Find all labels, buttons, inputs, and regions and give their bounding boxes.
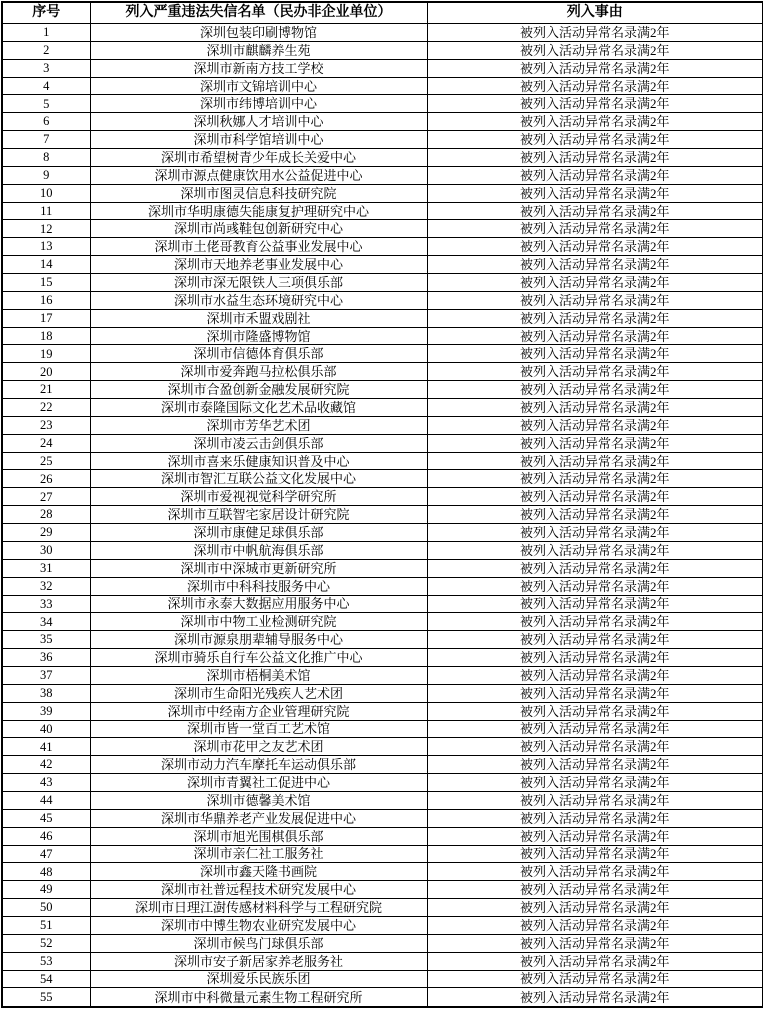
row-index-cell: 49 [2,881,90,899]
row-index-cell: 42 [2,756,90,774]
row-index-cell: 29 [2,524,90,542]
org-name-cell: 深圳市凌云击剑俱乐部 [90,434,427,452]
reason-cell: 被列入活动异常名录满2年 [427,720,763,738]
table-row [2,863,763,881]
table-row [2,666,763,684]
reason-cell: 被列入活动异常名录满2年 [427,827,763,845]
row-index-cell: 11 [2,202,90,220]
row-index-cell: 17 [2,309,90,327]
org-name-cell: 深圳市互联智宅家居设计研究院 [90,506,427,524]
reason-cell: 被列入活动异常名录满2年 [427,559,763,577]
reason-cell: 被列入活动异常名录满2年 [427,988,763,1007]
org-name-cell: 深圳爱乐民族乐团 [90,970,427,988]
reason-cell: 被列入活动异常名录满2年 [427,952,763,970]
table-row [2,399,763,417]
row-index-cell: 55 [2,988,90,1007]
reason-cell: 被列入活动异常名录满2年 [427,327,763,345]
row-index-cell: 44 [2,791,90,809]
reason-cell: 被列入活动异常名录满2年 [427,220,763,238]
org-name-cell: 深圳市中科微量元素生物工程研究所 [90,988,427,1007]
row-index-cell: 38 [2,684,90,702]
org-name-cell: 深圳市中物工业检测研究院 [90,613,427,631]
table-row [2,113,763,131]
org-name-cell: 深圳市爱奔跑马拉松俱乐部 [90,363,427,381]
table-row [2,845,763,863]
reason-cell: 被列入活动异常名录满2年 [427,274,763,292]
row-index-cell: 21 [2,381,90,399]
table-row [2,702,763,720]
org-name-cell: 深圳市中经南方企业管理研究院 [90,702,427,720]
table-row [2,791,763,809]
row-index-cell: 37 [2,666,90,684]
row-index-cell: 27 [2,488,90,506]
blacklist-table [1,1,763,1008]
reason-cell: 被列入活动异常名录满2年 [427,595,763,613]
table-row [2,416,763,434]
row-index-cell: 24 [2,434,90,452]
org-name-cell: 深圳市纬博培训中心 [90,95,427,113]
org-name-cell: 深圳市麒麟养生苑 [90,41,427,59]
reason-cell: 被列入活动异常名录满2年 [427,113,763,131]
org-name-cell: 深圳市尚彧鞋包创新研究中心 [90,220,427,238]
reason-cell: 被列入活动异常名录满2年 [427,363,763,381]
reason-cell: 被列入活动异常名录满2年 [427,291,763,309]
reason-cell: 被列入活动异常名录满2年 [427,452,763,470]
row-index-cell: 45 [2,809,90,827]
row-index-cell: 48 [2,863,90,881]
org-name-cell: 深圳市梧桐美术馆 [90,666,427,684]
row-index-cell: 18 [2,327,90,345]
table-row [2,738,763,756]
table-row [2,916,763,934]
table-row [2,506,763,524]
column-header-index: 序号 [2,2,90,24]
table-row [2,184,763,202]
org-name-cell: 深圳市骑乐自行车公益文化推广中心 [90,649,427,667]
column-header-name: 列入严重违法失信名单（民办非企业单位） [90,2,427,24]
table-row [2,631,763,649]
table-row [2,202,763,220]
org-name-cell: 深圳市亲仁社工服务社 [90,845,427,863]
table-row [2,595,763,613]
row-index-cell: 52 [2,934,90,952]
reason-cell: 被列入活动异常名录满2年 [427,524,763,542]
org-name-cell: 深圳市隆盛博物馆 [90,327,427,345]
reason-cell: 被列入活动异常名录满2年 [427,399,763,417]
table-row [2,77,763,95]
table-row [2,434,763,452]
reason-cell: 被列入活动异常名录满2年 [427,77,763,95]
row-index-cell: 10 [2,184,90,202]
reason-cell: 被列入活动异常名录满2年 [427,738,763,756]
table-row [2,238,763,256]
org-name-cell: 深圳市日理江澍传感材料科学与工程研究院 [90,899,427,917]
org-name-cell: 深圳市合盈创新金融发展研究院 [90,381,427,399]
row-index-cell: 30 [2,541,90,559]
reason-cell: 被列入活动异常名录满2年 [427,809,763,827]
reason-cell: 被列入活动异常名录满2年 [427,791,763,809]
org-name-cell: 深圳市文锦培训中心 [90,77,427,95]
reason-cell: 被列入活动异常名录满2年 [427,756,763,774]
row-index-cell: 28 [2,506,90,524]
table-row [2,327,763,345]
table-row [2,899,763,917]
row-index-cell: 23 [2,416,90,434]
reason-cell: 被列入活动异常名录满2年 [427,631,763,649]
org-name-cell: 深圳市生命阳光残疾人艺术团 [90,684,427,702]
row-index-cell: 19 [2,345,90,363]
table-row [2,649,763,667]
reason-cell: 被列入活动异常名录满2年 [427,845,763,863]
org-name-cell: 深圳市新南方技工学校 [90,59,427,77]
org-name-cell: 深圳市源点健康饮用水公益促进中心 [90,166,427,184]
org-name-cell: 深圳市中深城市更新研究所 [90,559,427,577]
reason-cell: 被列入活动异常名录满2年 [427,613,763,631]
row-index-cell: 36 [2,649,90,667]
table-row [2,720,763,738]
table-body [2,24,763,1008]
org-name-cell: 深圳市鑫天隆书画院 [90,863,427,881]
table-row [2,524,763,542]
reason-cell: 被列入活动异常名录满2年 [427,95,763,113]
table-row [2,381,763,399]
org-name-cell: 深圳市源泉朋辈辅导服务中心 [90,631,427,649]
table-row [2,470,763,488]
reason-cell: 被列入活动异常名录满2年 [427,345,763,363]
org-name-cell: 深圳市深无限铁人三项俱乐部 [90,274,427,292]
row-index-cell: 33 [2,595,90,613]
org-name-cell: 深圳市智汇互联公益文化发展中心 [90,470,427,488]
row-index-cell: 41 [2,738,90,756]
org-name-cell: 深圳市永泰大数据应用服务中心 [90,595,427,613]
org-name-cell: 深圳市候鸟门球俱乐部 [90,934,427,952]
reason-cell: 被列入活动异常名录满2年 [427,899,763,917]
reason-cell: 被列入活动异常名录满2年 [427,149,763,167]
table-row [2,309,763,327]
reason-cell: 被列入活动异常名录满2年 [427,506,763,524]
org-name-cell: 深圳秋娜人才培训中心 [90,113,427,131]
row-index-cell: 22 [2,399,90,417]
org-name-cell: 深圳市中帆航海俱乐部 [90,541,427,559]
table-row [2,274,763,292]
table-row [2,827,763,845]
reason-cell: 被列入活动异常名录满2年 [427,774,763,792]
row-index-cell: 7 [2,131,90,149]
org-name-cell: 深圳市泰隆国际文化艺术品收藏馆 [90,399,427,417]
reason-cell: 被列入活动异常名录满2年 [427,863,763,881]
reason-cell: 被列入活动异常名录满2年 [427,577,763,595]
org-name-cell: 深圳市皆一堂百工艺术馆 [90,720,427,738]
org-name-cell: 深圳市科学馆培训中心 [90,131,427,149]
row-index-cell: 51 [2,916,90,934]
reason-cell: 被列入活动异常名录满2年 [427,649,763,667]
org-name-cell: 深圳市花甲之友艺术团 [90,738,427,756]
table-row [2,970,763,988]
row-index-cell: 1 [2,24,90,42]
row-index-cell: 35 [2,631,90,649]
reason-cell: 被列入活动异常名录满2年 [427,256,763,274]
org-name-cell: 深圳市华鼎养老产业发展促进中心 [90,809,427,827]
row-index-cell: 3 [2,59,90,77]
reason-cell: 被列入活动异常名录满2年 [427,166,763,184]
org-name-cell: 深圳市康健足球俱乐部 [90,524,427,542]
table-row [2,934,763,952]
row-index-cell: 39 [2,702,90,720]
row-index-cell: 13 [2,238,90,256]
row-index-cell: 12 [2,220,90,238]
table-row [2,220,763,238]
row-index-cell: 46 [2,827,90,845]
row-index-cell: 53 [2,952,90,970]
table-row [2,131,763,149]
row-index-cell: 43 [2,774,90,792]
row-index-cell: 5 [2,95,90,113]
row-index-cell: 26 [2,470,90,488]
org-name-cell: 深圳市青翼社工促进中心 [90,774,427,792]
org-name-cell: 深圳市信德体育俱乐部 [90,345,427,363]
table-row [2,952,763,970]
table-row [2,809,763,827]
table-row [2,256,763,274]
org-name-cell: 深圳市希望树青少年成长关爱中心 [90,149,427,167]
table-row [2,291,763,309]
reason-cell: 被列入活动异常名录满2年 [427,41,763,59]
reason-cell: 被列入活动异常名录满2年 [427,24,763,42]
reason-cell: 被列入活动异常名录满2年 [427,434,763,452]
reason-cell: 被列入活动异常名录满2年 [427,934,763,952]
org-name-cell: 深圳市华明康德失能康复护理研究中心 [90,202,427,220]
row-index-cell: 32 [2,577,90,595]
row-index-cell: 4 [2,77,90,95]
row-index-cell: 34 [2,613,90,631]
row-index-cell: 40 [2,720,90,738]
reason-cell: 被列入活动异常名录满2年 [427,416,763,434]
table-row [2,774,763,792]
reason-cell: 被列入活动异常名录满2年 [427,309,763,327]
table-row [2,488,763,506]
table-row [2,345,763,363]
reason-cell: 被列入活动异常名录满2年 [427,131,763,149]
table-row [2,452,763,470]
reason-cell: 被列入活动异常名录满2年 [427,488,763,506]
table-row [2,613,763,631]
org-name-cell: 深圳市水益生态环境研究中心 [90,291,427,309]
reason-cell: 被列入活动异常名录满2年 [427,666,763,684]
row-index-cell: 20 [2,363,90,381]
table-row [2,577,763,595]
table-row [2,541,763,559]
reason-cell: 被列入活动异常名录满2年 [427,970,763,988]
row-index-cell: 47 [2,845,90,863]
org-name-cell: 深圳市社普远程技术研究发展中心 [90,881,427,899]
row-index-cell: 25 [2,452,90,470]
org-name-cell: 深圳市中博生物农业研究发展中心 [90,916,427,934]
row-index-cell: 9 [2,166,90,184]
table-header-row [2,2,763,24]
reason-cell: 被列入活动异常名录满2年 [427,541,763,559]
table-row [2,95,763,113]
table-row [2,559,763,577]
reason-cell: 被列入活动异常名录满2年 [427,238,763,256]
table-row [2,756,763,774]
org-name-cell: 深圳市天地养老事业发展中心 [90,256,427,274]
table-row [2,149,763,167]
org-name-cell: 深圳包装印刷博物馆 [90,24,427,42]
column-header-reason: 列入事由 [427,2,763,24]
org-name-cell: 深圳市爱视视觉科学研究所 [90,488,427,506]
table-row [2,166,763,184]
reason-cell: 被列入活动异常名录满2年 [427,684,763,702]
org-name-cell: 深圳市中科科技服务中心 [90,577,427,595]
reason-cell: 被列入活动异常名录满2年 [427,916,763,934]
org-name-cell: 深圳市禾盟戏剧社 [90,309,427,327]
row-index-cell: 15 [2,274,90,292]
row-index-cell: 50 [2,899,90,917]
org-name-cell: 深圳市图灵信息科技研究院 [90,184,427,202]
reason-cell: 被列入活动异常名录满2年 [427,381,763,399]
row-index-cell: 14 [2,256,90,274]
table-row [2,684,763,702]
row-index-cell: 2 [2,41,90,59]
row-index-cell: 31 [2,559,90,577]
table-row [2,41,763,59]
table-row [2,24,763,42]
reason-cell: 被列入活动异常名录满2年 [427,184,763,202]
org-name-cell: 深圳市德馨美术馆 [90,791,427,809]
row-index-cell: 8 [2,149,90,167]
org-name-cell: 深圳市土佬哥教育公益事业发展中心 [90,238,427,256]
reason-cell: 被列入活动异常名录满2年 [427,59,763,77]
table-row [2,363,763,381]
org-name-cell: 深圳市动力汽车摩托车运动俱乐部 [90,756,427,774]
org-name-cell: 深圳市芳华艺术团 [90,416,427,434]
table-row [2,988,763,1007]
org-name-cell: 深圳市喜来乐健康知识普及中心 [90,452,427,470]
reason-cell: 被列入活动异常名录满2年 [427,702,763,720]
reason-cell: 被列入活动异常名录满2年 [427,470,763,488]
row-index-cell: 6 [2,113,90,131]
org-name-cell: 深圳市旭光围棋俱乐部 [90,827,427,845]
reason-cell: 被列入活动异常名录满2年 [427,881,763,899]
reason-cell: 被列入活动异常名录满2年 [427,202,763,220]
table-row [2,59,763,77]
row-index-cell: 16 [2,291,90,309]
org-name-cell: 深圳市安子新居家养老服务社 [90,952,427,970]
table-row [2,881,763,899]
row-index-cell: 54 [2,970,90,988]
